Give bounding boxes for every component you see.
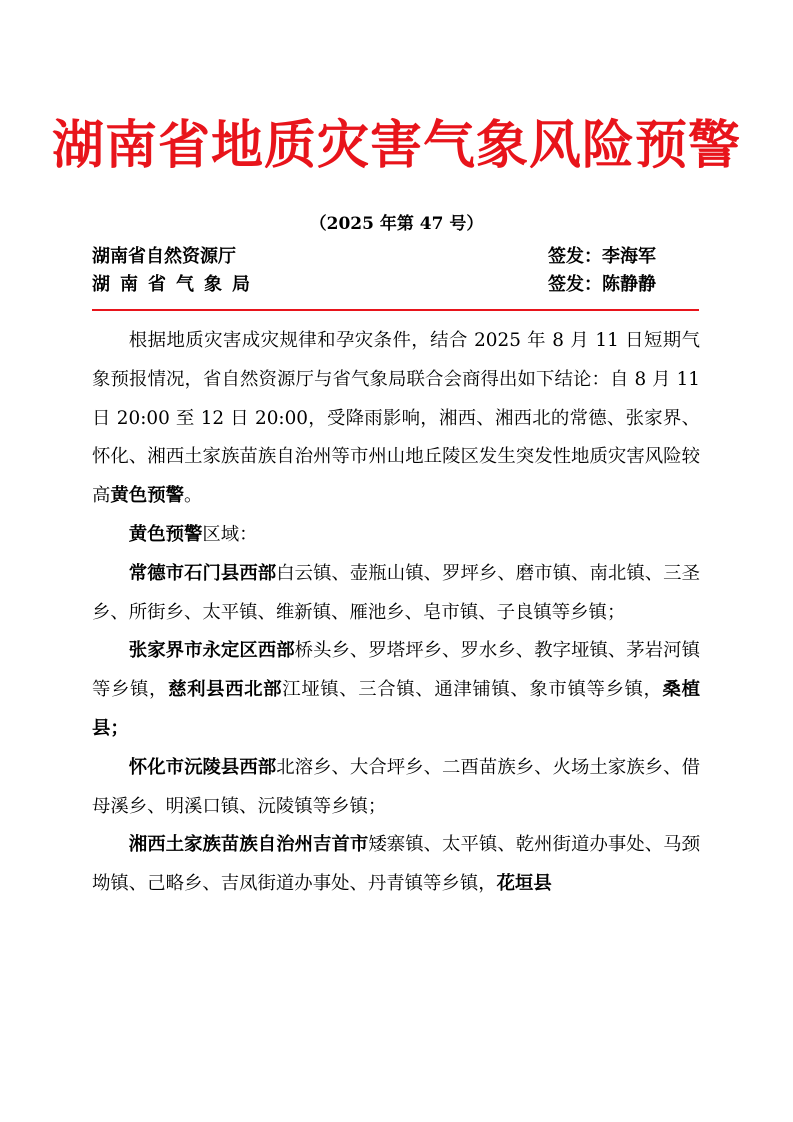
region-towns: 江垭镇、三合镇、通津铺镇、象市镇等乡镇，: [282, 679, 663, 701]
region-towns: 北溶乡、大合坪乡、二酉苗族乡、火场土家族乡、借母溪乡、明溪口镇、沅陵镇等乡镇；: [92, 756, 700, 817]
region-name: 怀化市沅陵县西部: [128, 756, 277, 778]
zhangjiajie-paragraph: [92, 632, 700, 748]
huaihua-paragraph: [92, 749, 700, 827]
region-name: 常德市石门县西部: [128, 562, 277, 584]
issuer-signer: 签发：陈静静: [548, 274, 656, 295]
issue-number: （2025 年第 47 号）: [309, 214, 484, 234]
issuer-signer: 签发：李海军: [548, 246, 656, 267]
region-name: 慈利县西北部: [168, 679, 283, 701]
region-name: 张家界市永定区西部: [128, 640, 295, 662]
document-body: [92, 322, 700, 904]
region-name: 桑植县；: [92, 679, 700, 739]
region-towns: 白云镇、壶瓶山镇、罗坪乡、磨市镇、南北镇、三圣乡、所街乡、太平镇、维新镇、雁池乡、皂市镇、子良镇等乡镇；: [92, 562, 700, 623]
region-towns: 矮寨镇、太平镇、乾州街道办事处、马颈坳镇、己略乡、吉凤街道办事处、丹青镇等乡镇，: [92, 834, 700, 895]
zone-heading-text: 区域：: [202, 523, 258, 545]
issuer-row-natural-resources: [92, 242, 697, 272]
region-towns: 桥头乡、罗塔坪乡、罗水乡、教字垭镇、茅岩河镇等乡镇，: [92, 640, 700, 701]
issuer-org-name: 湖南省自然资源厅: [92, 246, 236, 267]
intro-paragraph: [92, 322, 700, 516]
warning-level: 黄色预警: [110, 485, 184, 507]
intro-end: 。: [183, 485, 203, 507]
document-title: 湖南省地质灾害气象风险预警: [51, 115, 741, 176]
issuer-org-name: 湖南省气象局: [92, 274, 260, 295]
red-divider-line: [92, 309, 699, 311]
region-name: 湘西土家族苗族自治州吉首市: [128, 834, 369, 856]
region-name: 花垣县: [496, 873, 552, 895]
changde-paragraph: [92, 555, 700, 633]
xiangxi-paragraph: [92, 826, 700, 904]
zone-heading-paragraph: [92, 516, 700, 555]
issuer-row-meteorology: [92, 270, 697, 300]
zone-heading-bold: 黄色预警: [128, 523, 203, 545]
intro-text: 根据地质灾害成灾规律和孕灾条件，结合 2025 年 8 月 11 日短期气象预报情况，省自然资源厅与省气象局联合会商得出如下结论：自 8 月 11 日 20:00 至 12 日 20:00，受降雨影响，湘西、湘西北的常德、张家界、怀化、湘西土家族苗族自治州等市州山地丘陵区发生突发性地质灾害风险较高: [92, 330, 700, 507]
